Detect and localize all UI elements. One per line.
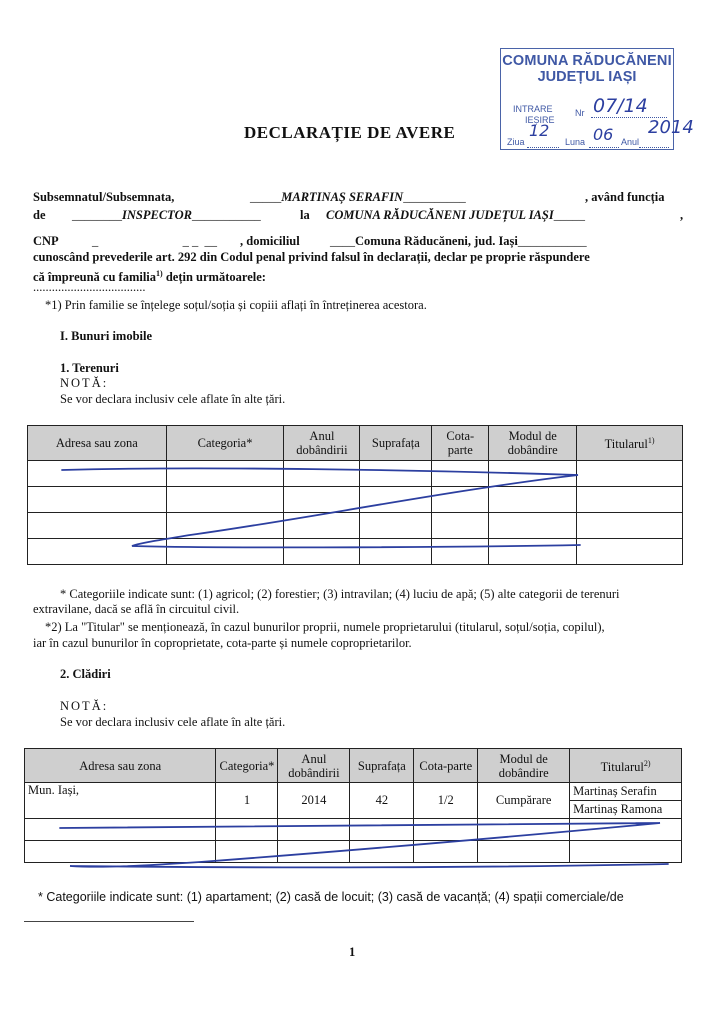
t1-header-titular: Titularul$^{1)}$ (577, 426, 683, 461)
subsemnatul-label: Subsemnatul/Subsemnata, (33, 190, 175, 204)
categorii-note-2: * Categoriile indicate sunt: (1) apartament; (2) casă de locuit; (3) casă de vacanță; (4) spații comerciale/de (38, 890, 624, 904)
nota-text-2: Se vor declara inclusiv cele aflate în alte țări. (60, 715, 286, 729)
t1-header-anul: Anul dobândirii (284, 426, 360, 461)
functia-value: INSPECTOR (122, 208, 192, 222)
stamp-luna-label: Luna (565, 137, 586, 147)
cunoscand-line: cunoscând prevederile art. 292 din Codul penal privind falsul în declarații, declar pe proprie răspundere (33, 250, 590, 264)
t2-header-modul: Modul de dobândire (478, 749, 570, 783)
t2-header-anul: Anul dobândirii (278, 749, 350, 783)
footnote-divider (24, 921, 194, 922)
detin-line: dețin următoarele: (162, 270, 266, 285)
titular-note: *2) La "Titular" se menționează, în cazul bunurilor proprii, numele proprietarului (titularul, soțul/soția, copilul), (45, 620, 605, 634)
family-note: *1) Prin familie se înțelege soțul/soția și copiii aflați în întreținerea acestora. (45, 298, 427, 312)
nota-text-1: Se vor declara inclusiv cele aflate în alte țări. (60, 392, 286, 406)
t2-titular-2: Martinaș Ramona (573, 802, 663, 816)
t2-header-cota: Cota-parte (414, 749, 478, 783)
t2-header-adresa: Adresa sau zona (25, 749, 216, 783)
stamp-ziua-value: 12 (529, 121, 550, 140)
document-title: DECLARAȚIE DE AVERE (244, 123, 456, 142)
domiciliul-label: , domiciliul (240, 234, 300, 248)
t2-header-titular: Titularul$^{2)}$ (570, 749, 682, 783)
t1-header-categoria: Categoria* (166, 426, 284, 461)
avand-functia-label: , având funcția (585, 190, 665, 204)
stamp-line2: JUDEȚUL IAȘI (537, 69, 637, 85)
cnp-label: CNP (33, 234, 59, 248)
t1-header-suprafata: Suprafața (360, 426, 432, 461)
de-label: de (33, 208, 46, 222)
la-label: la (300, 208, 310, 222)
categorii-note-1b: extravilane, dacă se află în circuitul civil. (33, 602, 240, 616)
declarant-name: MARTINAȘ SERAFIN (281, 190, 404, 204)
t2-header-suprafata: Suprafața (350, 749, 414, 783)
t2-anul: 2014 (278, 783, 350, 819)
comma-end: , (680, 208, 684, 222)
domiciliul-value: Comuna Răducăneni, jud. Iași (355, 234, 518, 248)
categorii-note-1: * Categoriile indicate sunt: (1) agricol; (2) forestier; (3) intravilan; (4) luciu de apă; (5) alte categorii de terenuri (60, 587, 620, 601)
t1-header-cota: Cota-parte (432, 426, 489, 461)
nota-label-1: NOTĂ: (60, 376, 109, 390)
stamp-anul-value: 2014 (648, 117, 694, 138)
t2-modul: Cumpărare (478, 783, 570, 819)
t2-suprafata: 42 (350, 783, 414, 819)
familia-line: că împreună cu familia (33, 270, 157, 285)
familia-sup: 1) (156, 269, 163, 278)
institutia-value: COMUNA RĂDUCĂNENI JUDEȚUL IAȘI (326, 208, 554, 222)
stamp-intrare: INTRARE (513, 104, 553, 114)
stamp-anul-label: Anul (621, 137, 640, 147)
stamp-line1: COMUNA RĂDUCĂNENI (502, 53, 672, 69)
titular-note-b: iar în cazul bunurilor în coproprietate, cota-parte și numele coproprietarilor. (33, 636, 412, 650)
stamp-nr-value: 07/14 (593, 95, 648, 117)
stamp-iesire: IEȘIRE (525, 115, 555, 125)
section-bunuri-imobile: I. Bunuri imobile (60, 329, 153, 343)
t2-header-categoria: Categoria* (216, 749, 278, 783)
t1-header-adresa: Adresa sau zona (28, 426, 167, 461)
nota-label-2: NOTĂ: (60, 699, 109, 713)
t2-titular-1: Martinaș Serafin (570, 783, 681, 801)
t2-cota: 1/2 (414, 783, 478, 819)
stamp-luna-value: 06 (593, 125, 614, 144)
stamp-nr-label: Nr (575, 108, 585, 118)
stamp-ziua-label: Ziua (507, 137, 525, 147)
t2-categoria: 1 (216, 783, 278, 819)
dots-line: .................................... (33, 280, 146, 294)
subsection-cladiri: 2. Clădiri (60, 667, 111, 681)
page-number: 1 (349, 945, 356, 959)
subsection-terenuri: 1. Terenuri (60, 361, 119, 375)
t1-header-modul: Modul de dobândire (489, 426, 577, 461)
t2-adresa: Mun. Iași, (25, 783, 216, 819)
